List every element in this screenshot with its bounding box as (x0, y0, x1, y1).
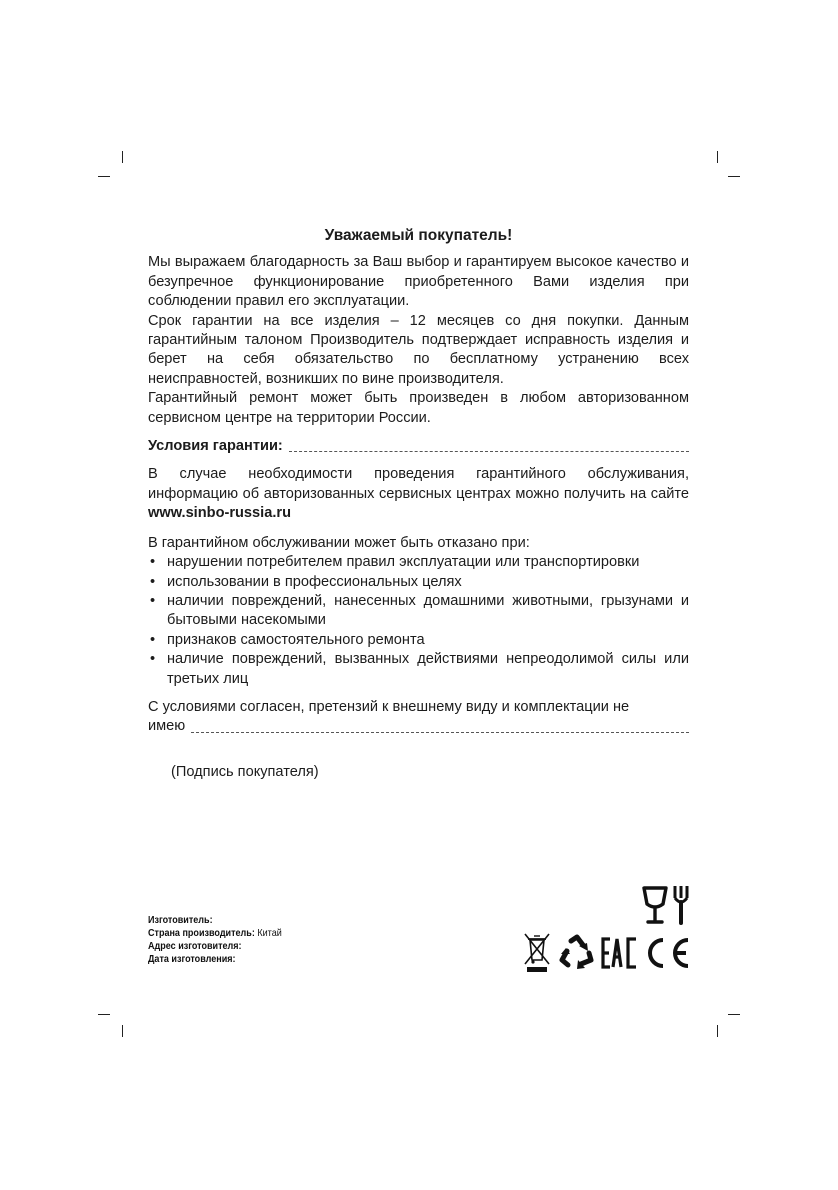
refusal-intro: В гарантийном обслуживании может быть отказано при: (148, 534, 530, 551)
page-title: Уважаемый покупатель! (324, 227, 513, 244)
recycle-icon (558, 934, 596, 970)
crop-mark (122, 151, 123, 163)
service-info-text: В случае необходимости проведения гарантийного обслуживания, информацию об авторизованных сервисных центрах можно получить на сайте (148, 466, 689, 502)
list-item: • использовании в профессиональных целях (148, 573, 689, 592)
service-info-paragraph (148, 465, 689, 523)
certification-marks (522, 884, 692, 976)
warranty-term-paragraph: Срок гарантии на все изделия – 12 месяцев со дня покупки. Данным гарантийным талоном Производитель подтверждает исправность изделия и берет на себя обязательство по бесплатному устранению всех неисправностей, возникших по вине производителя. (148, 312, 689, 387)
eac-mark (600, 936, 640, 970)
signature-line (148, 717, 689, 736)
list-item: • признаков самостоятельного ремонта (148, 631, 689, 650)
date-label: Дата изготовления: (148, 953, 236, 965)
ce-label: CE (644, 936, 646, 937)
country-label: Страна производитель: (148, 927, 255, 939)
address-label: Адрес изготовителя: (148, 940, 242, 952)
manufacturer-info (148, 914, 282, 966)
glass-fork-icon (639, 884, 693, 926)
crop-mark (717, 151, 718, 163)
refusal-list (148, 553, 689, 689)
crop-mark (122, 1025, 123, 1037)
conditions-heading (148, 437, 689, 456)
conditions-label: Условия гарантии: (148, 438, 283, 455)
crop-mark (98, 176, 110, 177)
intro-paragraph: Мы выражаем благодарность за Ваш выбор и гарантируем высокое качество и безупречное функционирование приобретенного Вами изделия при соблюдении правил его эксплуатации. (148, 254, 689, 310)
service-site-link[interactable]: www.sinbo-russia.ru (148, 505, 291, 522)
list-item: • нарушении потребителем правил эксплуатации или транспортировки (148, 553, 689, 572)
list-item: • наличии повреждений, нанесенных домашними животными, грызунами и бытовыми насекомыми (148, 592, 689, 631)
crop-mark (717, 1025, 718, 1037)
warranty-card (148, 226, 689, 797)
crop-mark (728, 176, 740, 177)
maker-label: Изготовитель: (148, 914, 213, 926)
agreement-text: С условиями согласен, претензий к внешнему виду и комплектации не (148, 698, 630, 715)
signature-caption: (Подпись покупателя) (171, 763, 319, 780)
dotted-line (191, 732, 689, 733)
eac-label: EAC (600, 936, 603, 937)
country-value: Китай (257, 927, 282, 939)
crop-mark (728, 1014, 740, 1015)
ce-mark (644, 936, 692, 970)
weee-bin-icon (522, 932, 552, 974)
dotted-line (289, 451, 689, 452)
agreement-end: имею (148, 718, 186, 735)
repair-paragraph: Гарантийный ремонт может быть произведен в любом авторизованном сервисном центре на территории России. (148, 390, 689, 426)
crop-mark (98, 1014, 110, 1015)
list-item: • наличие повреждений, вызванных действиями непреодолимой силы или третьих лиц (148, 650, 689, 689)
